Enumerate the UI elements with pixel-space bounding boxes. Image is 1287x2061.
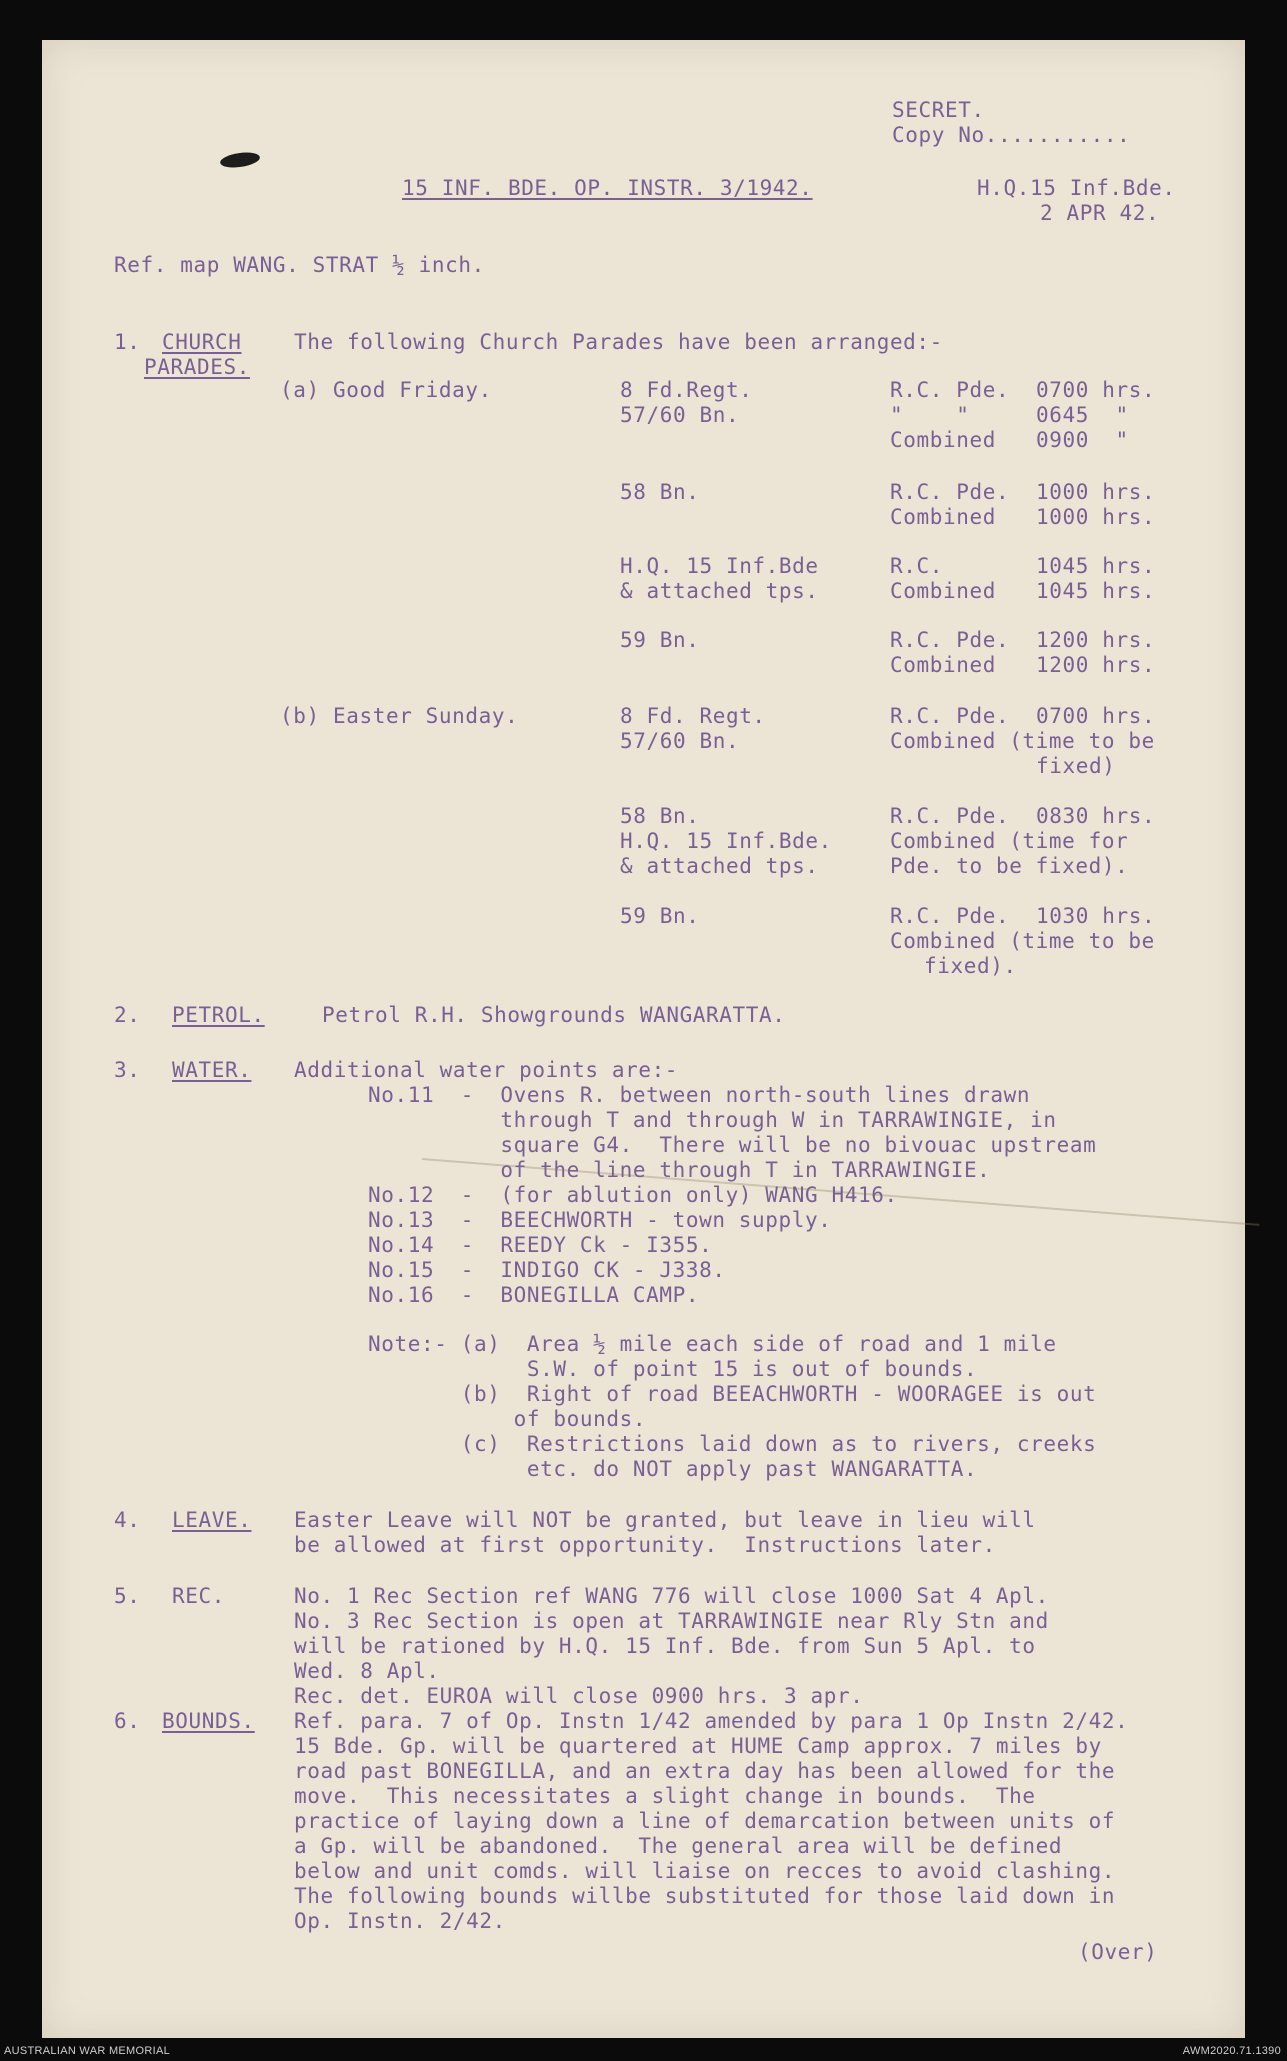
footer-left: AUSTRALIAN WAR MEMORIAL (4, 2045, 171, 2057)
parade-unit: 8 Fd. Regt. (620, 704, 766, 728)
parade-unit: 57/60 Bn. (620, 729, 740, 753)
section-text: Rec. det. EUROA will close 0900 hrs. 3 apr. (294, 1684, 864, 1708)
water-point-line: No.16 - BONEGILLA CAMP. (368, 1283, 700, 1307)
section-title: PETROL. (172, 1003, 265, 1027)
water-point-line: No.15 - INDIGO CK - J338. (368, 1258, 726, 1282)
water-point-line: No.11 - Ovens R. between north-south lines drawn (368, 1083, 1031, 1107)
section-text: No. 1 Rec Section ref WANG 776 will close 1000 Sat 4 Apl. (294, 1584, 1049, 1608)
secret-label: SECRET. (892, 98, 985, 122)
water-point-line: through T and through W in TARRAWINGIE, in (368, 1108, 1057, 1132)
parade-unit: 8 Fd.Regt. (620, 378, 753, 402)
section-title: WATER. (172, 1058, 252, 1082)
water-point-line: No.12 - (for ablution only) WANG H416. (368, 1183, 898, 1207)
page-turn-note: (Over) (1078, 1940, 1158, 1964)
parade-time: 1000 hrs. (1036, 505, 1156, 529)
section-title: CHURCH (162, 330, 242, 354)
water-point-line: No.14 - REEDY Ck - I355. (368, 1233, 713, 1257)
section-text: 15 Bde. Gp. will be quartered at HUME Camp approx. 7 miles by (294, 1734, 1102, 1758)
water-note-line: Note:- (a) Area ½ mile each side of road and 1 mile (368, 1332, 1057, 1356)
punch-hole (219, 150, 261, 169)
section-text: Ref. para. 7 of Op. Instn 1/42 amended by para 1 Op Instn 2/42. (294, 1709, 1129, 1733)
section-text: will be rationed by H.Q. 15 Inf. Bde. from Sun 5 Apl. to (294, 1634, 1036, 1658)
parade-type: R.C. Pde. (890, 480, 1010, 504)
section-number: 4. (114, 1508, 141, 1532)
section-number: 6. (114, 1709, 141, 1733)
parade-unit: 59 Bn. (620, 904, 700, 928)
section-number: 1. (114, 330, 141, 354)
section-text: move. This necessitates a slight change in bounds. The (294, 1784, 1036, 1808)
parade-unit: H.Q. 15 Inf.Bde. (620, 829, 832, 853)
section-intro: Additional water points are:- (294, 1058, 679, 1082)
section-title: PARADES. (144, 355, 250, 379)
section-text: be allowed at first opportunity. Instructions later. (294, 1533, 996, 1557)
parade-unit: & attached tps. (620, 579, 819, 603)
water-point-line: No.13 - BEECHWORTH - town supply. (368, 1208, 832, 1232)
section-number: 3. (114, 1058, 141, 1082)
section-number: 5. (114, 1584, 141, 1608)
parade-type: Combined (890, 428, 996, 452)
parade-unit: 59 Bn. (620, 628, 700, 652)
document-title: 15 INF. BDE. OP. INSTR. 3/1942. (402, 176, 813, 200)
parade-type: R.C. Pde. (890, 378, 1010, 402)
parade-unit: & attached tps. (620, 854, 819, 878)
document-page (42, 40, 1245, 2038)
parade-type: Combined (time for (890, 829, 1129, 853)
parade-type: Combined (890, 579, 996, 603)
section-text: a Gp. will be abandoned. The general area will be defined (294, 1834, 1063, 1858)
section-text: The following bounds willbe substituted for those laid down in (294, 1884, 1116, 1908)
parade-type: Combined (890, 505, 996, 529)
hq-label: H.Q.15 Inf.Bde. (977, 176, 1176, 200)
section-text: Easter Leave will NOT be granted, but leave in lieu will (294, 1508, 1036, 1532)
parade-time: 1000 hrs. (1036, 480, 1156, 504)
parade-type: Pde. to be fixed). (890, 854, 1129, 878)
parade-unit: H.Q. 15 Inf.Bde (620, 554, 819, 578)
parade-type: R.C. Pde. (890, 628, 1010, 652)
parade-unit: 57/60 Bn. (620, 403, 740, 427)
parade-time: 1200 hrs. (1036, 628, 1156, 652)
section-number: 2. (114, 1003, 141, 1027)
map-reference: Ref. map WANG. STRAT ½ inch. (114, 253, 485, 277)
parade-type: Combined (890, 653, 996, 677)
parade-type: R.C. Pde. (890, 704, 1010, 728)
section-text: practice of laying down a line of demarcation between units of (294, 1809, 1116, 1833)
parade-type: R.C. Pde. (890, 904, 1010, 928)
parade-time: 1030 hrs. (1036, 904, 1156, 928)
section-text: Petrol R.H. Showgrounds WANGARATTA. (322, 1003, 786, 1027)
section-title: LEAVE. (172, 1508, 252, 1532)
parade-type: Combined (time to be (890, 729, 1155, 753)
parade-time: 0700 hrs. (1036, 378, 1156, 402)
footer-right: AWM2020.71.1390 (1182, 2045, 1281, 2057)
water-point-line: square G4. There will be no bivouac upstream (368, 1133, 1097, 1157)
parade-time: 0830 hrs. (1036, 804, 1156, 828)
section-text: Wed. 8 Apl. (294, 1659, 440, 1683)
parade-type: Combined (time to be (890, 929, 1155, 953)
parade-time: 0900 " (1036, 428, 1129, 452)
section-intro: The following Church Parades have been arranged:- (294, 330, 943, 354)
copy-number: Copy No........... (892, 123, 1131, 147)
parade-type: fixed). (924, 954, 1017, 978)
water-note-line: (b) Right of road BEEACHWORTH - WOORAGEE is out (368, 1382, 1097, 1406)
water-point-line: of the line through T in TARRAWINGIE. (368, 1158, 991, 1182)
parade-type: R.C. Pde. (890, 804, 1010, 828)
parade-time: fixed) (1036, 754, 1116, 778)
water-note-line: (c) Restrictions laid down as to rivers, creeks (368, 1432, 1097, 1456)
water-note-line: etc. do NOT apply past WANGARATTA. (368, 1457, 978, 1481)
parade-unit: 58 Bn. (620, 480, 700, 504)
parade-unit: 58 Bn. (620, 804, 700, 828)
section-title: REC. (172, 1584, 225, 1608)
water-note-line: of bounds. (368, 1407, 647, 1431)
section-text: Op. Instn. 2/42. (294, 1909, 506, 1933)
section-title: BOUNDS. (162, 1709, 255, 1733)
section-text: No. 3 Rec Section is open at TARRAWINGIE near Rly Stn and (294, 1609, 1049, 1633)
parade-time: 0700 hrs. (1036, 704, 1156, 728)
parade-type: " " (890, 403, 970, 427)
parade-time: 1045 hrs. (1036, 579, 1156, 603)
parade-day-label: (a) Good Friday. (280, 378, 492, 402)
parade-time: 1045 hrs. (1036, 554, 1156, 578)
section-text: below and unit comds. will liaise on recces to avoid clashing. (294, 1859, 1116, 1883)
parade-day-label: (b) Easter Sunday. (280, 704, 519, 728)
section-text: road past BONEGILLA, and an extra day has been allowed for the (294, 1759, 1116, 1783)
document-date: 2 APR 42. (1040, 201, 1160, 225)
parade-type: R.C. (890, 554, 943, 578)
water-note-line: S.W. of point 15 is out of bounds. (368, 1357, 978, 1381)
parade-time: 0645 " (1036, 403, 1129, 427)
parade-time: 1200 hrs. (1036, 653, 1156, 677)
